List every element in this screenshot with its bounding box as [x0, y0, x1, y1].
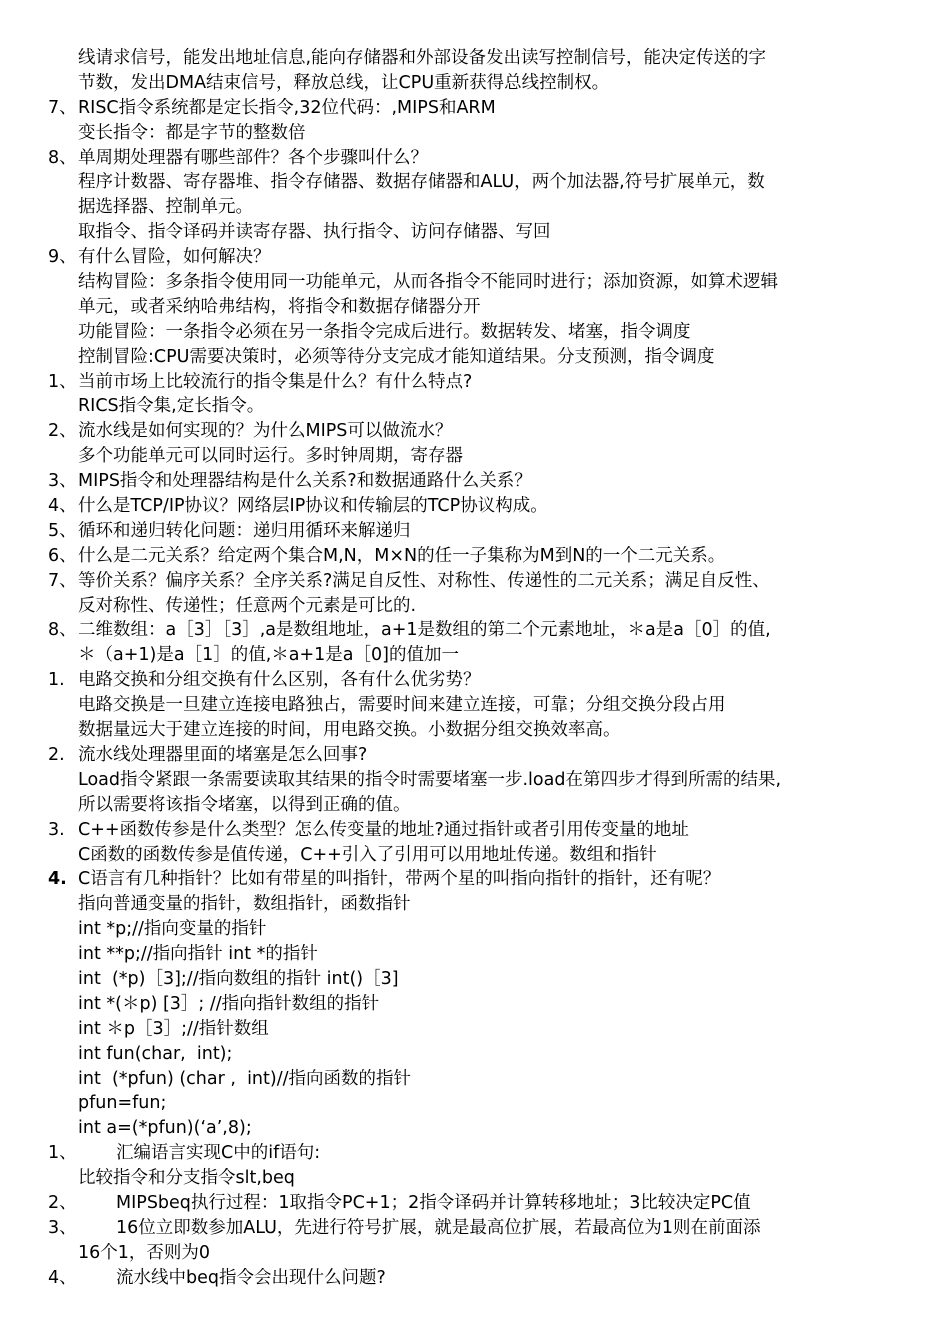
line-text: RICS指令集,定长指令。	[78, 396, 265, 417]
text-line	[48, 1116, 910, 1141]
line-text: MIPS指令和处理器结构是什么关系?和数据通路什么关系？	[78, 471, 532, 492]
text-line	[48, 370, 910, 395]
text-line	[48, 618, 910, 643]
text-line	[48, 818, 910, 843]
text-line	[48, 668, 910, 693]
item-number: 6、	[48, 545, 77, 566]
text-line	[48, 295, 910, 320]
text-line	[48, 1241, 910, 1266]
line-text: 等价关系？偏序关系？全序关系?满足自反性、对称性、传递性的二元关系；满足自反性、	[78, 570, 770, 591]
line-text: 当前市场上比较流行的指令集是什么？有什么特点?	[78, 371, 473, 392]
text-line	[48, 1166, 910, 1191]
text-line	[48, 544, 910, 569]
text-line	[48, 245, 910, 270]
item-number: 2、	[48, 421, 77, 442]
line-text: int a=(*pfun)(‘a’,8);	[78, 1118, 252, 1139]
item-number: 4、	[48, 496, 77, 517]
line-text: 流水线是如何实现的？为什么MIPS可以做流水？	[78, 421, 453, 442]
text-line	[48, 643, 910, 668]
line-text: 数据量远大于建立连接的时间，用电路交换。小数据分组交换效率高。	[78, 720, 621, 741]
item-number: 3.	[48, 819, 65, 840]
item-number: 7、	[48, 97, 77, 118]
text-line	[48, 718, 910, 743]
item-number: 8、	[48, 620, 77, 641]
line-text: 线请求信号，能发出地址信息,能向存储器和外部设备发出读写控制信号，能决定传送的字	[78, 48, 767, 68]
text-line	[48, 146, 910, 171]
line-text: 取指令、指令译码并读寄存器、执行指令、访问存储器、写回	[78, 222, 551, 243]
text-line	[48, 444, 910, 469]
line-text: 控制冒险:CPU需要决策时，必须等待分支完成才能知道结果。分支预测，指令调度	[78, 346, 715, 367]
text-line	[48, 270, 910, 295]
text-line	[48, 1017, 910, 1042]
line-text: 流水线中beq指令会出现什么问题?	[116, 1267, 386, 1288]
text-line	[48, 1141, 910, 1166]
text-line	[48, 345, 910, 370]
line-text: int *(＊p) [3］; //指向指针数组的指针	[78, 993, 380, 1014]
line-text: int *p;//指向变量的指针	[78, 919, 267, 940]
line-text: 所以需要将该指令堵塞，以得到正确的值。	[78, 794, 411, 815]
line-text: pfun=fun;	[78, 1093, 167, 1114]
line-text: int ＊p［3］;//指针数组	[78, 1018, 269, 1039]
line-text: int fun(char, int);	[78, 1043, 233, 1064]
text-line	[48, 967, 910, 992]
line-text: 汇编语言实现C中的if语句:	[116, 1143, 321, 1164]
text-line	[48, 121, 910, 146]
line-text: 循环和递归转化问题：递归用循环来解递归	[78, 520, 411, 541]
text-line	[48, 793, 910, 818]
line-text: 电路交换和分组交换有什么区别，各有什么优劣势？	[78, 670, 481, 691]
line-text: 多个功能单元可以同时运行。多时钟周期，寄存器	[78, 446, 463, 467]
text-line	[48, 843, 910, 868]
line-text: 有什么冒险，如何解决？	[78, 247, 271, 268]
line-text: 单周期处理器有哪些部件？各个步骤叫什么？	[78, 147, 428, 168]
item-number: 2.	[48, 744, 65, 765]
text-line	[48, 419, 910, 444]
item-number: 3、	[48, 471, 77, 492]
text-line	[48, 494, 910, 519]
text-line	[48, 220, 910, 245]
text-line	[48, 320, 910, 345]
line-text: 功能冒险：一条指令必须在另一条指令完成后进行。数据转发、堵塞，指令调度	[78, 321, 691, 342]
line-text: C函数的函数传参是值传递，C++引入了引用可以用地址传递。数组和指针	[78, 844, 657, 865]
item-number: 9、	[48, 247, 77, 268]
line-text: 单元，或者采纳哈弗结构，将指令和数据存储器分开	[78, 296, 481, 317]
line-text: 电路交换是一旦建立连接电路独占，需要时间来建立连接，可靠；分组交换分段占用	[78, 695, 726, 716]
text-line	[48, 46, 910, 71]
text-line	[48, 1216, 910, 1241]
text-line	[48, 693, 910, 718]
text-line	[48, 195, 910, 220]
text-line	[48, 1067, 910, 1092]
line-text: 结构冒险：多条指令使用同一功能单元，从而各指令不能同时进行；添加资源，如算术逻辑	[78, 272, 778, 293]
item-number: 1、	[48, 1143, 77, 1164]
line-text: 二维数组：a［3］［3］,a是数组地址，a+1是数组的第二个元素地址，＊a是a［0］的值,	[78, 620, 771, 641]
line-text: 什么是TCP/IP协议？网络层IP协议和传输层的TCP协议构成。	[78, 496, 548, 517]
text-line	[48, 768, 910, 793]
line-text: 变长指令：都是字节的整数倍	[78, 122, 306, 143]
line-text: 指向普通变量的指针，数组指针，函数指针	[78, 894, 411, 915]
text-line	[48, 569, 910, 594]
line-text: int **p;//指向指针 int *的指针	[78, 944, 318, 965]
text-line	[48, 71, 910, 96]
line-text: MIPSbeq执行过程：1取指令PC+1；2指令译码并计算转移地址；3比较决定PC值	[116, 1192, 751, 1213]
line-text: 比较指令和分支指令slt,beq	[78, 1168, 295, 1189]
text-line	[48, 1042, 910, 1067]
text-line	[48, 992, 910, 1017]
line-text: int (*pfun) (char , int)//指向函数的指针	[78, 1068, 412, 1089]
text-line	[48, 917, 910, 942]
item-number: 7、	[48, 570, 77, 591]
text-line	[48, 1091, 910, 1116]
text-line	[48, 867, 910, 892]
text-line	[48, 394, 910, 419]
line-text: int (*p)［3];//指向数组的指针 int()［3]	[78, 968, 399, 989]
line-text: RISC指令系统都是定长指令,32位代码：,MIPS和ARM	[78, 97, 496, 118]
text-line	[48, 1266, 910, 1291]
line-text: C++函数传参是什么类型？怎么传变量的地址?通过指针或者引用传变量的地址	[78, 819, 689, 840]
line-text: C语言有几种指针？比如有带星的叫指针，带两个星的叫指向指针的指针，还有呢？	[78, 869, 721, 890]
item-number: 4.	[48, 869, 67, 890]
line-text: 16位立即数参加ALU，先进行符号扩展，就是最高位扩展，若最高位为1则在前面添	[116, 1217, 761, 1238]
item-number: 1.	[48, 670, 65, 691]
item-number: 5、	[48, 520, 77, 541]
text-line	[48, 170, 910, 195]
text-line	[48, 892, 910, 917]
text-line	[48, 96, 910, 121]
text-line	[48, 469, 910, 494]
line-text: 16个1，否则为0	[78, 1242, 211, 1263]
text-line	[48, 743, 910, 768]
item-number: 2、	[48, 1192, 77, 1213]
text-line	[48, 519, 910, 544]
item-number: 3、	[48, 1217, 77, 1238]
line-text: 什么是二元关系？给定两个集合M,N，M×N的任一子集称为M到N的一个二元关系。	[78, 545, 726, 566]
line-text: 流水线处理器里面的堵塞是怎么回事?	[78, 744, 368, 765]
text-line	[48, 594, 910, 619]
line-text: ＊（a+1)是a［1］的值,＊a+1是a［0]的值加一	[78, 645, 459, 666]
item-number: 8、	[48, 147, 77, 168]
item-number: 4、	[48, 1267, 77, 1288]
line-text: 节数，发出DMA结束信号，释放总线，让CPU重新获得总线控制权。	[78, 72, 610, 93]
item-number: 1、	[48, 371, 77, 392]
line-text: Load指令紧跟一条需要读取其结果的指令时需要堵塞一步.load在第四步才得到所需的结果,	[78, 769, 782, 790]
text-line	[48, 1191, 910, 1216]
line-text: 反对称性、传递性；任意两个元素是可比的.	[78, 595, 417, 616]
line-text: 程序计数器、寄存器堆、指令存储器、数据存储器和ALU，两个加法器,符号扩展单元，数	[78, 172, 765, 193]
line-text: 据选择器、控制单元。	[78, 197, 253, 218]
text-line	[48, 942, 910, 967]
